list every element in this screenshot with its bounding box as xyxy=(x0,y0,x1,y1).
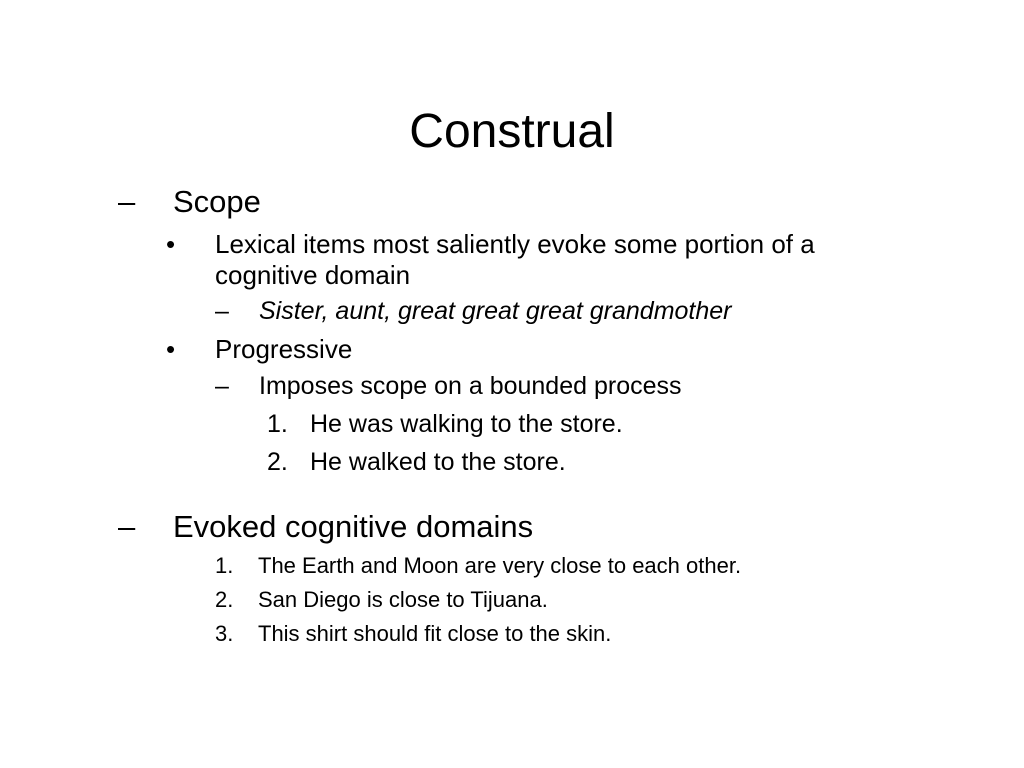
bullet-lexical-items xyxy=(166,229,926,293)
bullet-text: Lexical items most saliently evoke some portion of a cognitive domain xyxy=(215,229,815,290)
dash-marker: – xyxy=(118,184,136,219)
dash-marker: – xyxy=(215,372,229,400)
example-text: He was walking to the store. xyxy=(310,410,623,438)
dash-marker: – xyxy=(215,297,229,325)
example-text: He walked to the store. xyxy=(310,448,566,476)
bullet-text: Progressive xyxy=(215,334,353,364)
sub-item-text: Sister, aunt, great great great grandmother xyxy=(259,297,732,325)
bullet-marker: • xyxy=(166,229,176,259)
dash-marker: – xyxy=(118,509,136,544)
number-marker: 2. xyxy=(215,587,234,612)
number-marker: 2. xyxy=(267,448,288,476)
bullet-marker: • xyxy=(166,334,176,364)
section-heading-evoked: Evoked cognitive domains xyxy=(173,509,534,544)
example-text: This shirt should fit close to the skin. xyxy=(258,621,612,646)
slide-title: Construal xyxy=(409,105,615,158)
sub-item-text: Imposes scope on a bounded process xyxy=(259,372,682,400)
number-marker: 1. xyxy=(267,410,288,438)
section-heading-scope: Scope xyxy=(173,184,261,219)
example-text: The Earth and Moon are very close to each other. xyxy=(258,553,742,578)
example-text: San Diego is close to Tijuana. xyxy=(258,587,548,612)
number-marker: 1. xyxy=(215,553,234,578)
number-marker: 3. xyxy=(215,621,234,646)
